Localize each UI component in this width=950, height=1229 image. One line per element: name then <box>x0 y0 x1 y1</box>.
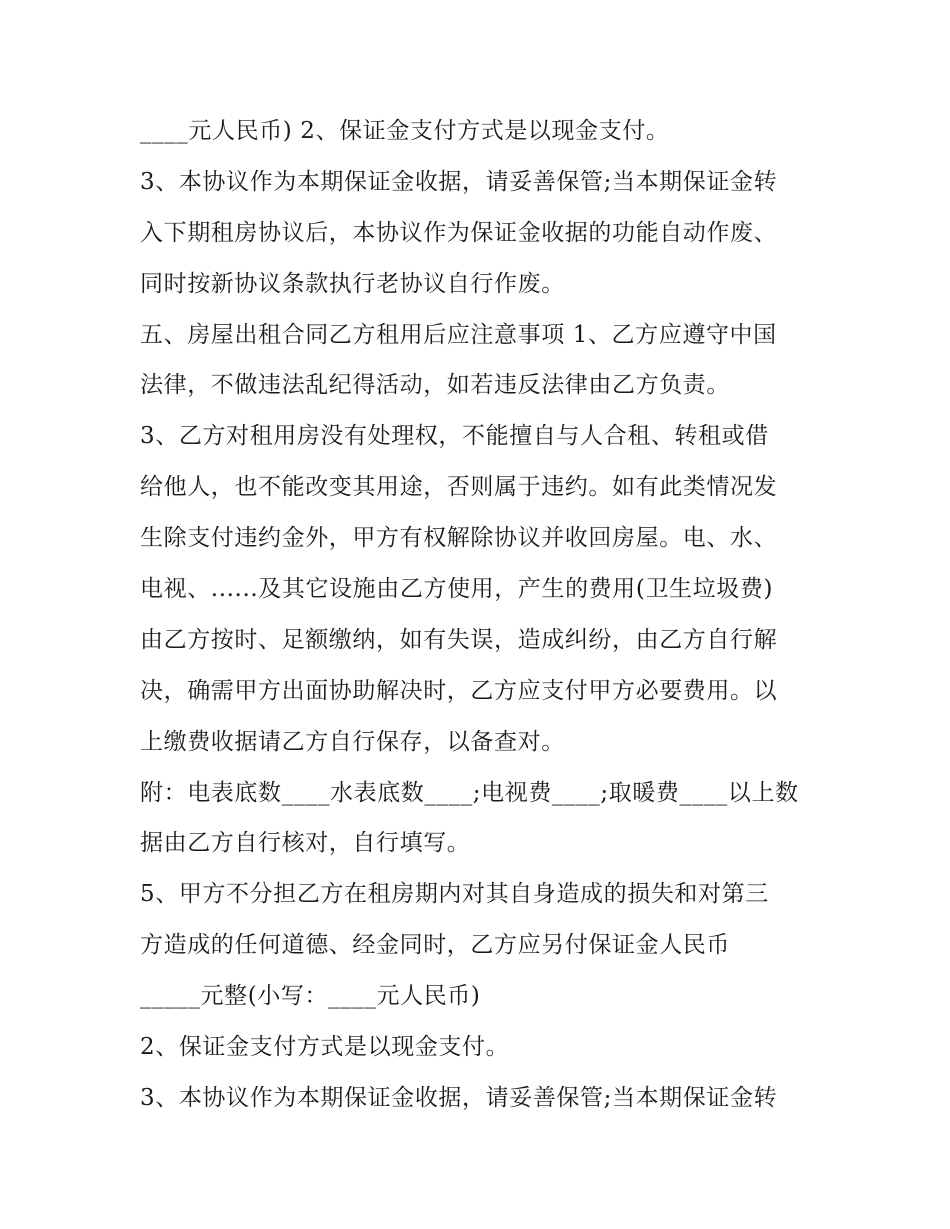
text-line: 方造成的任何道德、经金同时，乙方应另付保证金人民币 <box>140 932 730 959</box>
text-line: 给他人，也不能改变其用途，否则属于违约。如有此类情况发 <box>140 474 778 501</box>
text-line: 3、乙方对租用房没有处理权，不能擅自与人合租、转租或借 <box>140 423 769 450</box>
text-line: 据由乙方自行核对，自行填写。 <box>140 830 471 857</box>
text-line: 附：电表底数____水表底数____;电视费____;取暖费____以上数 <box>140 779 799 806</box>
text-line: 2、保证金支付方式是以现金支付。 <box>140 1034 510 1061</box>
text-line: 法律，不做违法乱纪得活动，如若违反法律由乙方负责。 <box>140 372 730 399</box>
text-line: 5、甲方不分担乙方在租房期内对其自身造成的损失和对第三 <box>140 881 769 908</box>
text-line: _____元整(小写：____元人民币) <box>140 983 481 1010</box>
text-line: 3、本协议作为本期保证金收据，请妥善保管;当本期保证金转 <box>140 168 778 195</box>
text-line: 入下期租房协议后，本协议作为保证金收据的功能自动作废、 <box>140 219 778 246</box>
document-body <box>140 106 812 1124</box>
text-line: 上缴费收据请乙方自行保存，以备查对。 <box>140 728 565 755</box>
text-line: 由乙方按时、足额缴纳，如有失误，造成纠纷，由乙方自行解 <box>140 626 778 653</box>
text-line: 决，确需甲方出面协助解决时，乙方应支付甲方必要费用。以 <box>140 677 778 704</box>
text-line: 生除支付违约金外，甲方有权解除协议并收回房屋。电、水、 <box>140 525 778 552</box>
text-line: 同时按新协议条款执行老协议自行作废。 <box>140 270 565 297</box>
text-line: 电视、......及其它设施由乙方使用，产生的费用(卫生垃圾费) <box>140 576 774 603</box>
text-line: 3、本协议作为本期保证金收据，请妥善保管;当本期保证金转 <box>140 1084 778 1111</box>
text-line: ____元人民币) 2、保证金支付方式是以现金支付。 <box>140 118 670 144</box>
text-line: 五、房屋出租合同乙方租用后应注意事项 1、乙方应遵守中国 <box>140 321 777 348</box>
